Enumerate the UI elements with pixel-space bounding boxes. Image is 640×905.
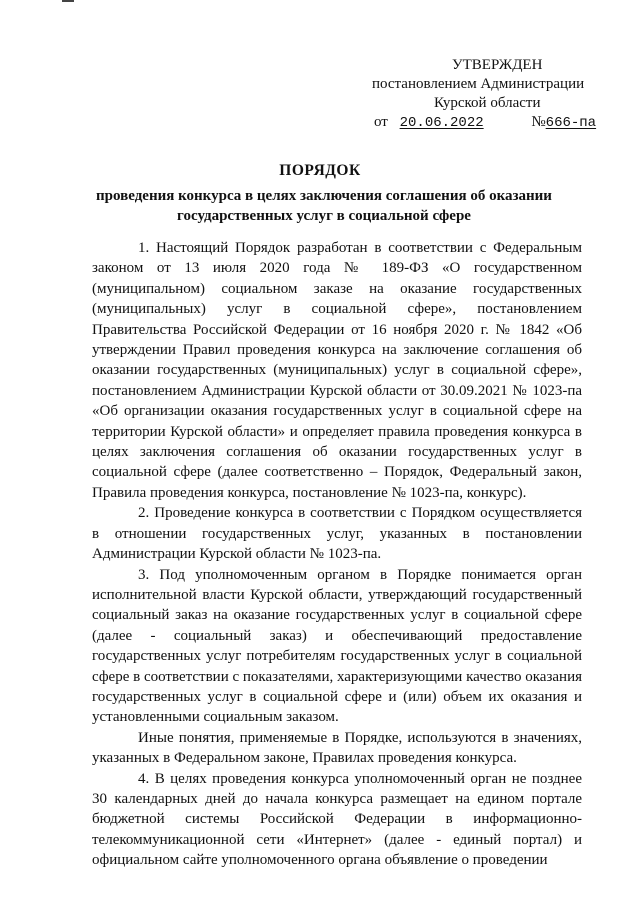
paragraph-1: 1. Настоящий Порядок разработан в соответствии с Федеральным законом от 13 июля 2020 года № 189-ФЗ «О государственном (муниципальном) социальном заказе на оказание государственных (муниципальных) услуг в социальной сфере», постановлением Правительства Российской Федерации от 16 ноября 2020 г. № 1842 «Об утверждении Правил проведения конкурса на заключение соглашения об оказании государственных (муниципальных) услуг в социальной сфере», постановлением Администрации Курской области от 30.09.2021 № 1023-па «Об организации оказания государственных услуг в социальной сфере на территории Курской области» и определяет правила проведения конкурса в целях заключения соглашения об оказании государственных услуг в социальной сфере (далее соответственно – Порядок, Федеральный закон, Правила проведения конкурса, постановление № 1023-па, конкурс). (92, 240, 582, 501)
approval-date-line (372, 113, 612, 133)
paragraph-3-note: Иные понятия, применяемые в Порядке, используются в значениях, указанных в Федеральном законе, Правилах проведения конкурса. (92, 729, 582, 767)
paragraph-3: 3. Под уполномоченным органом в Порядке понимается орган исполнительной власти Курской области, утверждающий государственный социальный заказ на оказание государственных услуг в социальной сфере (далее - социальный заказ) и обеспечивающий предоставление государственных услуг потребителям государственных услуг в социальной сфере в соответствии с показателями, характеризующими качество оказания государственных услуг в социальной сфере и (или) объем их оказания и установленными социальным заказом. (92, 566, 582, 726)
approval-stamp (372, 56, 612, 133)
document-subtitle: проведения конкурса в целях заключения соглашения об оказании государственных услуг в социальной сфере (96, 188, 552, 224)
approval-number: 666-па (545, 115, 597, 131)
approval-issuer: постановлением Администрации (372, 76, 585, 92)
approval-heading: УТВЕРЖДЕН (452, 57, 543, 73)
document-title: ПОРЯДОК (279, 162, 361, 179)
approval-region: Курской области (434, 95, 541, 111)
paragraph-4: 4. В целях проведения конкурса уполномоченный орган не позднее 30 календарных дней до начала конкурса размещает на едином портале бюджетной системы Российской Федерации в информационно-телекоммуникационной сети «Интернет» (далее - единый портал) и официальном сайте уполномоченного органа объявление о проведении (92, 770, 582, 869)
approval-date: 20.06.2022 (399, 115, 484, 131)
document-body (92, 238, 582, 871)
number-label: № (531, 114, 546, 130)
scan-mark (62, 0, 74, 2)
from-label: от (374, 114, 388, 130)
paragraph-2: 2. Проведение конкурса в соответствии с Порядком осуществляется в отношении государственных услуг, указанных в постановлении Администрации Курской области № 1023-па. (92, 505, 582, 563)
